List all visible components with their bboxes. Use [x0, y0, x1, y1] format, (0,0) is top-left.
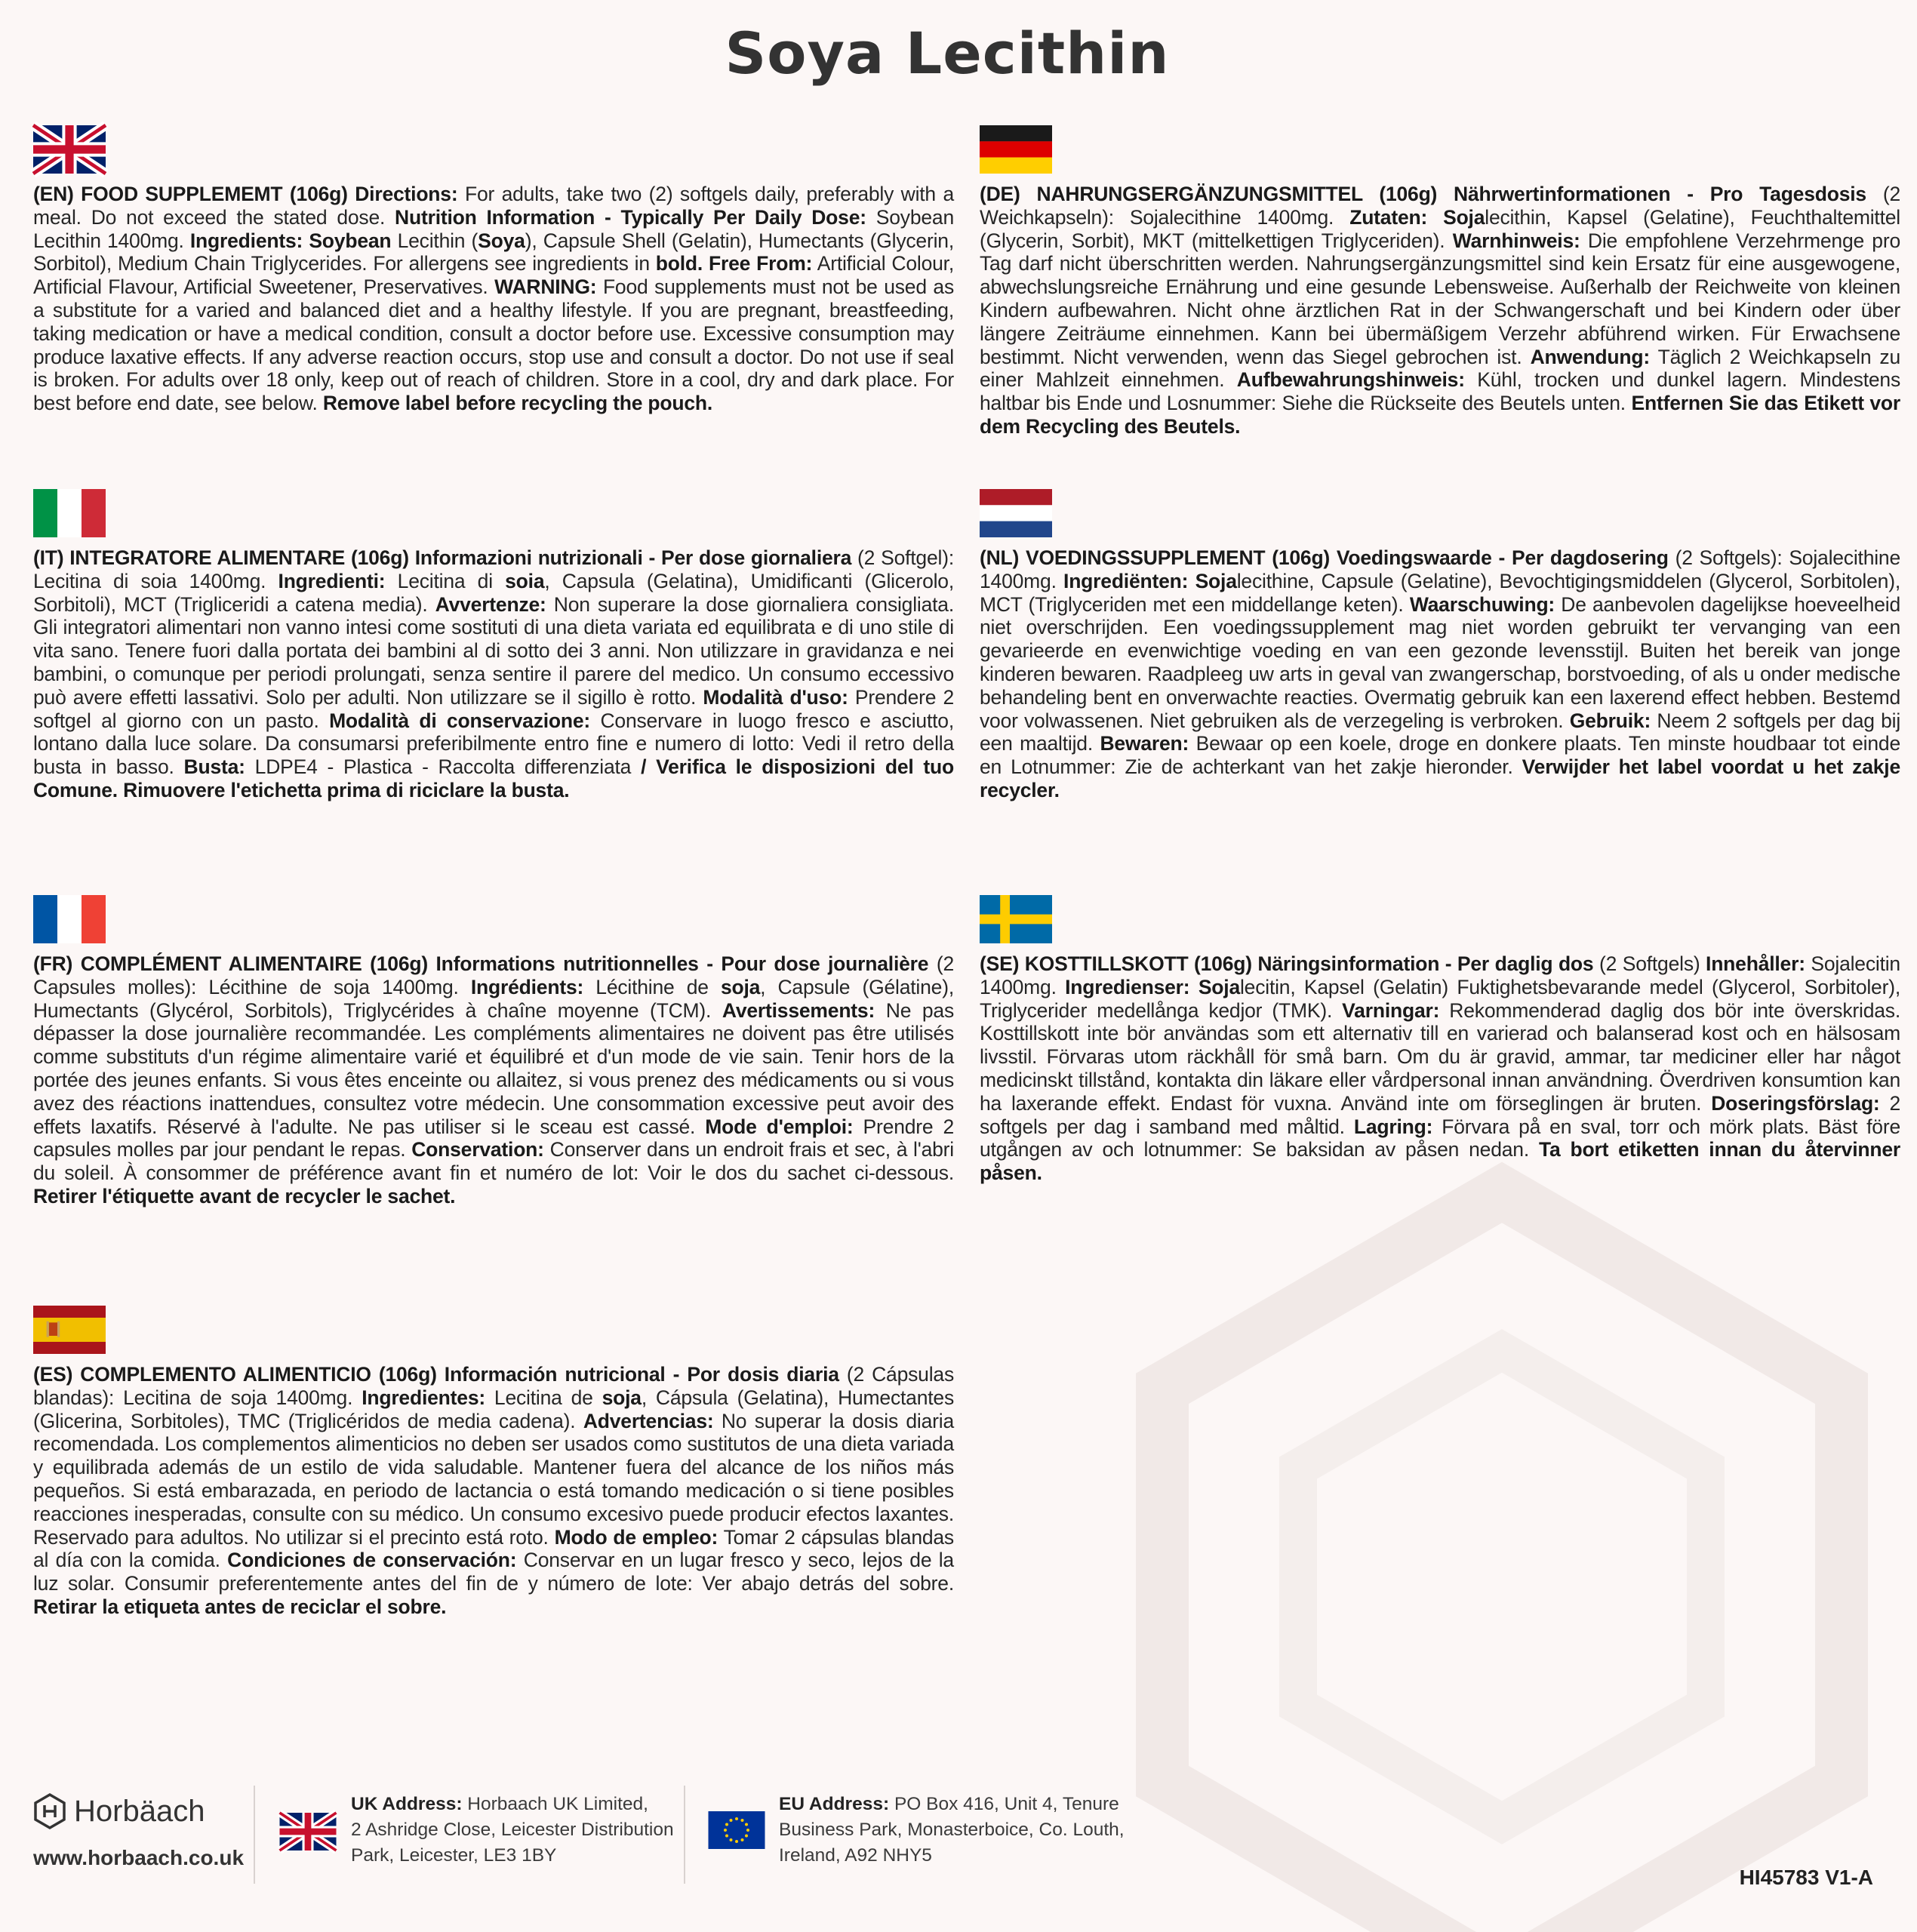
- product-code: HI45783 V1-A: [1739, 1866, 1873, 1889]
- section-de: [980, 125, 1900, 438]
- italy-flag-icon: [33, 489, 106, 537]
- eu-address-line: Ireland, A92 NHY5: [779, 1845, 932, 1866]
- footer-divider: [684, 1786, 685, 1884]
- uk-address-label: UK Address:: [351, 1794, 463, 1814]
- france-flag-icon: [33, 895, 106, 943]
- section-se: [980, 895, 1900, 1185]
- footer-divider: [254, 1786, 255, 1884]
- section-es: [33, 1306, 954, 1619]
- section-es-text: (ES) COMPLEMENTO ALIMENTICIO (106g) Información nutricional - Por dosis diaria (2 Cápsulas blandas): Lecitina de soja 1400mg. Ingredientes: Lecitina de soja, Cápsula (Gelatina), Humectantes (Glicerina, Sorbitoles), TMC (Triglicéridos de media cadena). Advertencias: No superar la dosis diaria recomendada. Los complementos alimenticios no deben ser usados como sustitutos de una dieta variada y equilibrada además de un estilo de vida saludable. Mantener fuera del alcance de los niños más pequeños. Si está embarazada, en periodo de lactancia o está tomando medicación o si tiene posibles reacciones inesperadas, consulte con su médico. Un consumo excesivo puede producir efectos laxantes. Reservado para adultos. No utilizar si el precinto está roto. Modo de empleo: Tomar 2 cápsulas blandas al día con la comida. Condiciones de conservación: Conservar en un lugar fresco y seco, lejos de la luz solar. Consumir preferentemente antes del fin de y número de lote: Ver abajo detrás del sobre. Retirar la etiqueta antes de reciclar el sobre.: [33, 1363, 955, 1618]
- eu-address-line: Business Park, Monasterboice, Co. Louth,: [779, 1820, 1125, 1840]
- section-it-text: (IT) INTEGRATORE ALIMENTARE (106g) Informazioni nutrizionali - Per dose giornaliera (2 Softgel): Lecitina di soia 1400mg. Ingredienti: Lecitina di soia, Capsula (Gelatina), Umidificanti (Glicerolo, Sorbitoli), MCT (Trigliceridi a catena media). Avvertenze: Non superare la dose giornaliera consigliata. Gli integratori alimentari non vanno intesi come sostituti di una dieta variata ed equilibrata e di uno stile di vita sano. Tenere fuori dalla portata dei bambini al di sotto dei 3 anni. Non utilizzare in gravidanza e nei bambini, o comunque per periodi prolungati, senza sentire il parere del medico. Un consumo eccessivo può avere effetti lassativi. Solo per adulti. Non utilizzare se il sigillo è rotto. Modalità d'uso: Prendere 2 softgel al giorno con un pasto. Modalità di conservazione: Conservare in luogo fresco e asciutto, lontano dalla luce solare. Da consumarsi preferibilmente entro fine e numero di lotto: Vedi il retro della busta in basso. Busta: LDPE4 - Plastica - Raccolta differenziata / Verifica le disposizioni del tuo Comune. Rimuovere l'etichetta prima di riciclare la busta.: [33, 546, 955, 801]
- uk-address: [351, 1792, 674, 1869]
- hexagon-logo-icon: [33, 1793, 66, 1829]
- uk-address-line: Horbaach UK Limited,: [467, 1794, 648, 1814]
- brand-logo: [33, 1792, 205, 1831]
- website-link[interactable]: www.horbaach.co.uk: [33, 1846, 245, 1869]
- section-de-text: (DE) NAHRUNGSERGÄNZUNGSMITTEL (106g) Nährwertinformationen - Pro Tagesdosis (2 Weichkapseln): Sojalecithine 1400mg. Zutaten: Sojalecithin, Kapsel (Gelatine), Feuchthaltemittel (Glycerin, Sorbit), MKT (mittelkettigen Triglyceriden). Warnhinweis: Die empfohlene Verzehrmenge pro Tag darf nicht überschritten werden. Nahrungsergänzungsmittel sind kein Ersatz für eine ausgewogene, abwechslungsreiche Ernährung und eine gesunde Lebensweise. Außerhalb der Reichweite von kleinen Kindern aufbewahren. Nicht ohne ärztlichen Rat in der Schwangerschaft und bei Kindern oder über längere Zeiträume einnehmen. Kann bei übermäßigem Verzehr abführend wirken. Für Erwachsene bestimmt. Nicht verwenden, wenn das Siegel gebrochen ist. Anwendung: Täglich 2 Weichkapseln zu einer Mahlzeit einnehmen. Aufbewahrungshinweis: Kühl, trocken und dunkel lagern. Mindestens haltbar bis Ende und Losnummer: Siehe die Rückseite des Beutels unten. Entfernen Sie das Etikett vor dem Recycling des Beutels.: [980, 183, 1901, 438]
- eu-address: [779, 1792, 1125, 1869]
- eu-flag-icon: [708, 1811, 765, 1849]
- section-en: [33, 125, 954, 415]
- eu-address-line: PO Box 416, Unit 4, Tenure: [894, 1794, 1119, 1814]
- spain-flag-icon: [33, 1306, 106, 1354]
- uk-flag-small-icon: [279, 1813, 337, 1850]
- eu-address-label: EU Address:: [779, 1794, 890, 1814]
- section-fr: [33, 895, 954, 1208]
- section-it: [33, 489, 954, 802]
- section-nl: [980, 489, 1900, 802]
- uk-flag-icon: [33, 125, 106, 174]
- section-nl-text: (NL) VOEDINGSSUPPLEMENT (106g) Voedingswaarde - Per dagdosering (2 Softgels): Sojalecithine 1400mg. Ingrediënten: Sojalecithine, Capsule (Gelatine), Bevochtigingsmiddelen (Glycerol, Sorbitolen), MCT (Triglyceriden met een middellange keten). Waarschuwing: De aanbevolen dagelijkse hoeveelheid niet overschrijden. Een voedingssupplement mag niet worden gebruikt ter vervanging van een gevarieerde en evenwichtige voeding en van een gezonde levensstijl. Buiten het bereik van jonge kinderen bewaren. Raadpleeg uw arts in geval van zwangerschap, borstvoeding, of als u onder medische behandeling bent en onverwachte reacties. Overmatig gebruik kan een laxerend effect hebben. Bestemd voor volwassenen. Niet gebruiken als de verzegeling is verbroken. Gebruik: Neem 2 softgels per dag bij een maaltijd. Bewaren: Bewaar op een koele, droge en donkere plaats. Ten minste houdbaar tot einde en Lotnummer: Zie de achterkant van het zakje hieronder. Verwijder het label voordat u het zakje recycler.: [980, 546, 1901, 801]
- netherlands-flag-icon: [980, 489, 1052, 537]
- germany-flag-icon: [980, 125, 1052, 174]
- footer: [0, 1781, 1894, 1894]
- uk-address-line: 2 Ashridge Close, Leicester Distribution: [351, 1820, 674, 1840]
- page-title: Soya Lecithin: [725, 20, 1170, 87]
- brand-name: Horbäach: [74, 1794, 205, 1828]
- uk-address-line: Park, Leicester, LE3 1BY: [351, 1845, 557, 1866]
- sweden-flag-icon: [980, 895, 1052, 943]
- section-en-text: (EN) FOOD SUPPLEMEMT (106g) Directions: For adults, take two (2) softgels daily, preferably with a meal. Do not exceed the stated dose. Nutrition Information - Typically Per Daily Dose: Soybean Lecithin 1400mg. Ingredients: Soybean Lecithin (Soya), Capsule Shell (Gelatin), Humectants (Glycerin, Sorbitol), Medium Chain Triglycerides. For allergens see ingredients in bold. Free From: Artificial Colour, Artificial Flavour, Artificial Sweetener, Preservatives. WARNING: Food supplements must not be used as a substitute for a varied and balanced diet and a healthy lifestyle. If you are pregnant, breastfeeding, taking medication or have a medical condition, consult a doctor before use. Excessive consumption may produce laxative effects. If any adverse reaction occurs, stop use and consult a doctor. Do not use if seal is broken. For adults over 18 only, keep out of reach of children. Store in a cool, dry and dark place. For best before end date, see below. Remove label before recycling the pouch.: [33, 183, 954, 415]
- section-se-text: (SE) KOSTTILLSKOTT (106g) Näringsinformation - Per daglig dos (2 Softgels) Innehåller: Sojalecitin 1400mg. Ingredienser: Sojalecitin, Kapsel (Gelatin) Fuktighetsbevarande medel (Glycerol, Sorbitoler), Triglycerider medellånga kedjor (TMK). Varningar: Rekommenderad daglig dos bör inte överskridas. Kosttillskott inte bör användas som ett alternativ till en varierad och balanserad kost och en hälsosam livsstil. Förvaras utom räckhåll för små barn. Om du är gravid, ammar, tar mediciner eller har något medicinskt tillstånd, kontakta din läkare eller vårdpersonal innan användning. Överdriven konsumtion kan ha laxerande effekt. Endast för vuxna. Använd inte om förseglingen är bruten. Doseringsförslag: 2 softgels per dag i samband med måltid. Lagring: Förvara på en sval, torr och mörk plats. Bäst före utgången av och lotnummer: Se baksidan av påsen nedan. Ta bort etiketten innan du återvinner påsen.: [980, 952, 1901, 1185]
- section-fr-text: (FR) COMPLÉMENT ALIMENTAIRE (106g) Informations nutritionnelles - Pour dose journalière (2 Capsules molles): Lécithine de soja 1400mg. Ingrédients: Lécithine de soja, Capsule (Gélatine), Humectants (Glycérol, Sorbitols), Triglycérides à chaîne moyenne (TCM). Avertissements: Ne pas dépasser la dose journalière recommandée. Les compléments alimentaires ne doivent pas être utilisés comme substituts d'un régime alimentaire varié et équilibré et d'un mode de vie sain. Tenir hors de la portée des jeunes enfants. Si vous êtes enceinte ou allaitez, si vous prenez des médicaments ou si vous avez des réactions inattendues, consultez votre médecin. Une consommation excessive peut avoir des effets laxatifs. Réservé à l'adulte. Ne pas utiliser si le sceau est cassé. Mode d'emploi: Prendre 2 capsules molles par jour pendant le repas. Conservation: Conserver dans un endroit frais et sec, à l'abri du soleil. À consommer de préférence avant fin et numéro de lot: Voir le dos du sachet ci-dessous. Retirer l'étiquette avant de recycler le sachet.: [33, 952, 955, 1208]
